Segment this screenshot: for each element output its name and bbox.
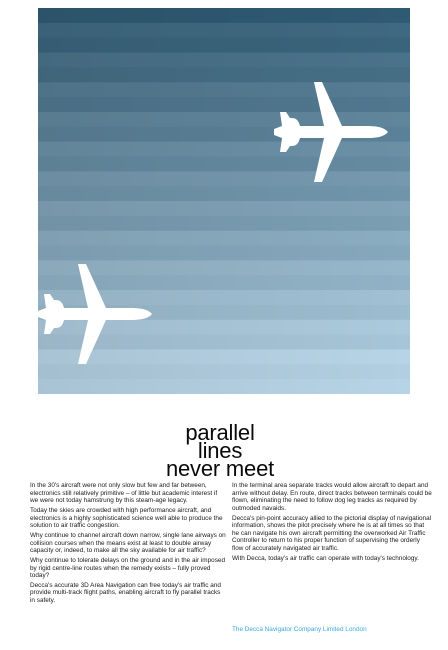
body-column-left	[30, 482, 226, 607]
headline-line-3: never meet	[165, 456, 275, 481]
body-paragraph: In the 30's aircraft were not only slow but few and far between, electronics still relatively primitive – of little but academic interest if we were not today hamstrung by this steam-age legacy.	[30, 482, 218, 505]
headline-line-2: lines	[197, 438, 243, 463]
body-paragraph: Why continue to channel aircraft down narrow, single lane airways on collision courses when the means exist at least to double airway capacity or, indeed, to make all the sky available for air traffic?	[30, 531, 226, 555]
body-paragraph: Why continue to tolerate delays on the ground and in the air imposed by rigid centre-line routes when the remedy exists – fully proved today?	[30, 556, 226, 580]
body-paragraph: With Decca, today's air traffic can operate with today's technology.	[232, 554, 419, 562]
body-paragraph: Decca's accurate 3D Area Navigation can free today's air traffic and provide multi-track flight paths, enabling aircraft to fly parallel tracks in safety.	[30, 581, 221, 605]
company-signature: The Decca Navigator Company Limited London	[232, 626, 367, 633]
parallel-bands-artwork	[38, 8, 410, 394]
body-column-right	[232, 482, 432, 565]
headline	[100, 420, 340, 481]
body-paragraph: In the terminal area separate tracks would allow aircraft to depart and arrive without delay. En route, direct tracks between terminals could be flown, eliminating the need to follow dog leg tracks as required by outmoded navaids.	[232, 482, 432, 512]
bands-svg	[38, 8, 410, 394]
headline-line-1: parallel	[185, 420, 255, 445]
body-paragraph: Today the skies are crowded with high performance aircraft, and electronics is a highly sophisticated science well able to produce the solution to air traffic congestion.	[30, 506, 223, 530]
body-paragraph: Decca's pin-point accuracy allied to the pictorial display of navigational information, shows the pilot precisely where he is at all times so that he can navigate his own aircraft permitting the overworked Air Traffic Controller to return to his proper function of supervising the orderly flow of accurately navigated air traffic.	[232, 514, 432, 552]
